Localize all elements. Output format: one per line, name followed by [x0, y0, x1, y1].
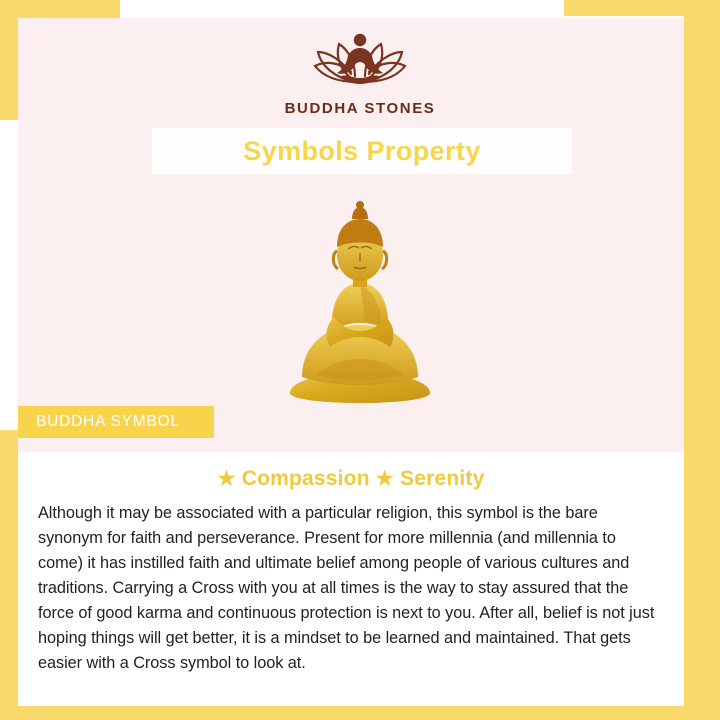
star-icon-left: ★ — [217, 468, 236, 490]
brand-logo — [0, 26, 720, 117]
page-title: Symbols Property — [243, 135, 481, 166]
lotus-meditation-icon — [285, 26, 435, 94]
title-ribbon — [152, 128, 572, 174]
frame-edge-left — [0, 430, 18, 720]
seated-buddha-statue-icon — [260, 185, 460, 410]
brand-name: BUDDHA STONES — [284, 100, 436, 117]
symbol-tag-label: BUDDHA SYMBOL — [36, 413, 180, 430]
illustration-area — [0, 180, 720, 410]
frame-corner-top-right-notch — [564, 0, 684, 16]
headline-word-compassion: Compassion — [241, 467, 370, 490]
headline — [38, 466, 664, 491]
headline-word-serenity: Serenity — [399, 467, 485, 490]
status-badge — [18, 406, 214, 438]
body-paragraph: Although it may be associated with a particular religion, this symbol is the bare synonym for faith and perseverance. Present for more millennia (and millennia to come) it has instilled faith and ultimate belief among people of various cultures and traditions. Carrying a Cross with you at all times is the way to stay assured that the force of good karma and continuous protection is next to you. After all, belief is not just hoping things will get better, it is a mindset to be learned and maintained. That gets easier with a Cross symbol to look at. — [38, 504, 655, 672]
frame-corner-top-left-horizontal — [0, 0, 120, 18]
description-panel — [18, 452, 684, 706]
star-icon-right: ★ — [375, 468, 394, 490]
frame-edge-bottom — [18, 706, 720, 720]
